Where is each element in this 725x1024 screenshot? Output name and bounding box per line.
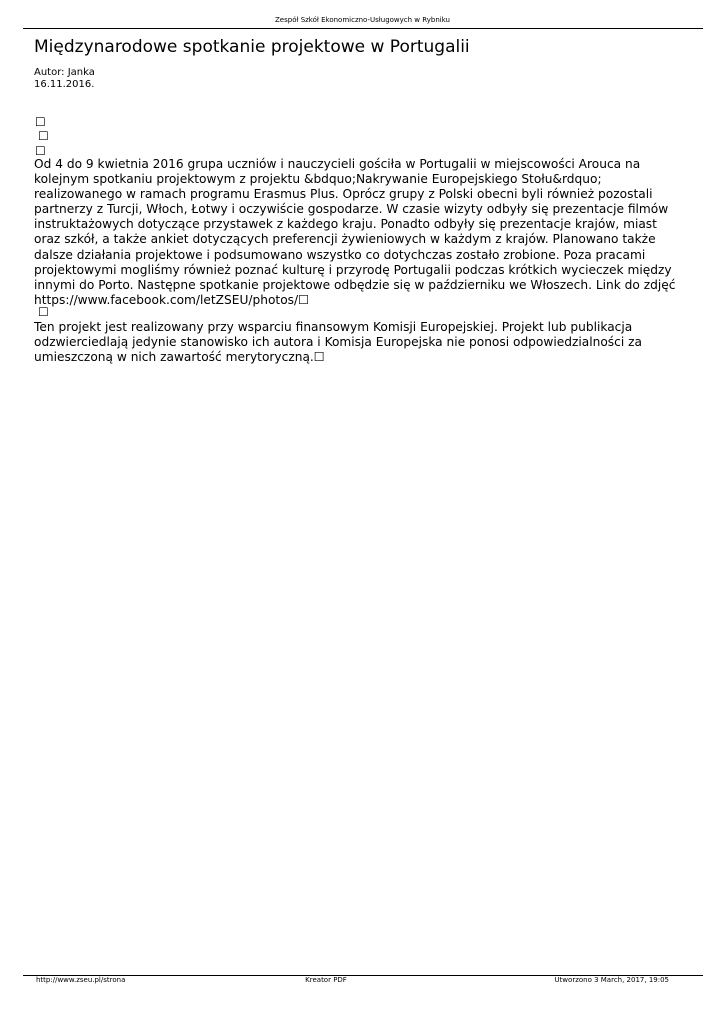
header-divider [23,28,703,29]
body-line: realizowanego w ramach programu Erasmus Plus. Oprócz grupy z Polski obecni byli również pozostali [34,187,653,202]
body-line: instruktażowych dotyczące przystawek z każdego kraju. Ponadto odbyły się prezentacje krajów, miast [34,217,657,232]
disclaimer-line: odzwierciedlają jedynie stanowisko ich autora i Komisja Europejska nie ponosi odpowiedzialności za [34,335,642,350]
article-author: Autor: Janka [34,67,95,78]
body-line: Od 4 do 9 kwietnia 2016 grupa uczniów i nauczycieli gościła w Portugalii w miejscowości Arouca na [34,157,641,171]
article-date: 16.11.2016. [34,79,95,90]
body-line: dalsze działania projektowe i podsumowano wszystko co dotychczas zostało zrobione. Poza pracami [34,247,646,262]
missing-image-icon: ☐ [35,115,46,129]
photos-link-line: https://www.facebook.com/letZSEU/photos/☐ [34,292,310,307]
body-line: oraz szkół, a także ankiet dotyczących preferencji żywieniowych w każdym z krajów. Planowano także [34,232,656,247]
body-line: projektowymi mogliśmy również poznać kulturę i przyrodę Portugalii podczas krótkich wycieczek między [34,262,672,277]
school-header: Zespół Szkół Ekonomiczno-Usługowych w Rybniku [275,16,450,24]
disclaimer-line: Ten projekt jest realizowany przy wsparciu finansowym Komisji Europejskiej. Projekt lub publikacja [34,320,633,334]
missing-image-icon: ☐ [38,129,49,143]
article-body [34,157,714,308]
disclaimer-line: umieszczoną w nich zawartość merytoryczną.☐ [34,350,325,365]
article-title: Międzynarodowe spotkanie projektowe w Portugalii [34,37,470,57]
body-line: kolejnym spotkaniu projektowym z projektu &bdquo;Nakrywanie Europejskiego Stołu&rdquo; [34,172,602,187]
footer-created-date: Utworzono 3 March, 2017, 19:05 [554,976,669,984]
body-line: partnerzy z Turcji, Włoch, Łotwy i oczywiście gospodarze. W czasie wizyty odbyły się prezentacje filmów [34,202,669,217]
body-line: innymi do Porto. Następne spotkanie projektowe odbędzie się w październiku we Włoszech. Link do zdjęć [34,277,676,292]
footer-url: http://www.zseu.pl/strona [36,976,126,984]
missing-image-icon: ☐ [35,144,46,158]
eu-disclaimer [34,320,714,365]
missing-image-icon: ☐ [38,305,49,319]
footer-generator: Kreator PDF [305,976,347,984]
